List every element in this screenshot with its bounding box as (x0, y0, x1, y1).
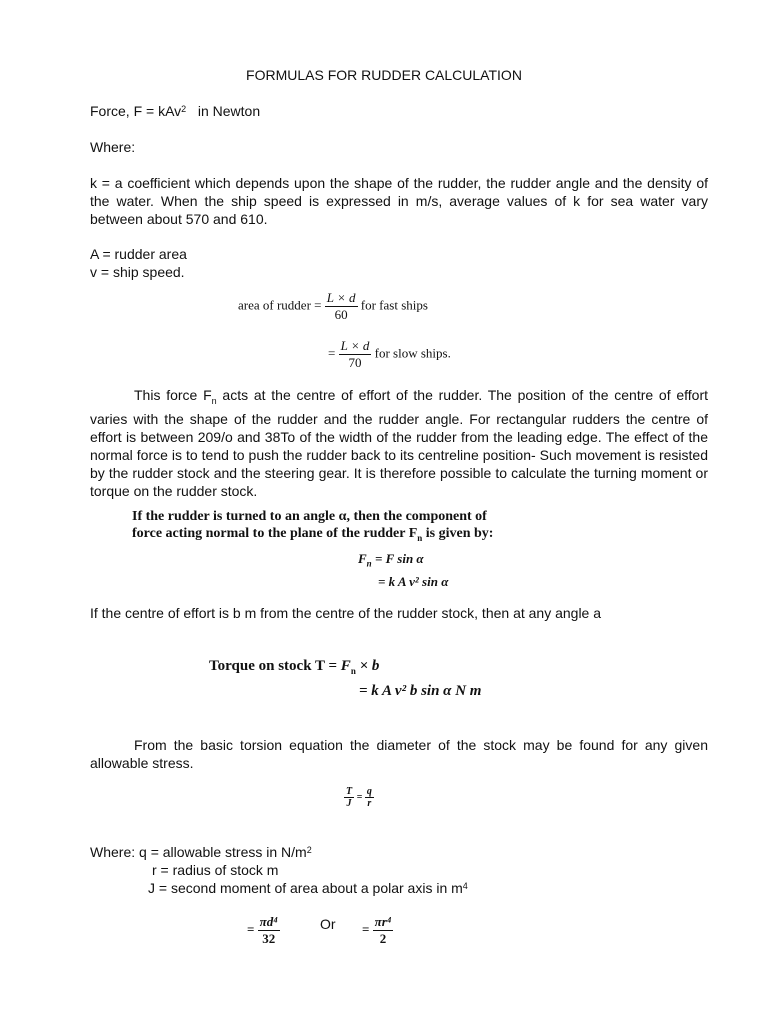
or-label: Or (320, 916, 336, 932)
k-definition: k = a coefficient which depends upon the shape of the rudder, the rudder angle and the density of the water. When the ship speed is expressed in m/s, average values of k for sea water vary between about 570 and 610. (90, 175, 708, 227)
polar-moment-formula: = $\frac{\text{πd⁴}}{32}$ (247, 914, 278, 946)
area-slow-fraction: $\frac{L \times d}{70}$ (340, 338, 370, 370)
r-definition: r = radius of stock m (152, 862, 279, 878)
force-paragraph: This force $F_n$ acts at the centre of effort of the rudder. The position of the centre of effort varies with the shape of the rudder and the rudder angle. For rectangular rudders the centre of effort is between 209/o and 38To of the width of the rudder from the leading edge. The effect of the normal force is to tend to push the rudder back to its centreline position- Such movement is resisted by the rudder stock and the steering gear. It is therefore possible to calculate the turning moment or torque on the rudder stock. (90, 387, 708, 499)
v-definition: v = ship speed. (90, 264, 185, 280)
q-definition: Where: q = allowable stress in $N/m^2$ (90, 844, 312, 860)
normal-force-equation: $F_n = F$ sin α = k A v² sin α (358, 551, 449, 589)
normal-component-text: If the rudder is turned to an angle α, then the component of force acting normal to the plane of the rudder $F_n$ is given by: (132, 509, 494, 543)
a-definition: A = rudder area (90, 246, 187, 262)
area-fast-formula: area of rudder = $\frac{L \times d}{60}$ for fast ships (238, 290, 428, 322)
page-title: FORMULAS FOR RUDDER CALCULATION (246, 67, 522, 83)
where-label: Where: (90, 139, 136, 155)
torsion-equation: $\frac{T}{J}$ = $\frac{q}{r}$ (346, 786, 372, 809)
torsion-paragraph: From the basic torsion equation the diameter of the stock may be found for any given allowable stress. (90, 737, 708, 771)
area-fast-fraction: $\frac{L \times d}{60}$ (326, 290, 356, 322)
area-slow-formula: = $\frac{L \times d}{70}$ for slow ships. (328, 338, 451, 370)
j-definition: J = second moment of area about a polar axis in $m^4$ (148, 880, 468, 896)
polar-moment-alt-formula: = $\frac{\text{πr⁴}}{2}$ (362, 914, 392, 946)
torque-formula: Torque on stock $T = F_n \times b$ = k A v² b sin α N m (209, 658, 482, 699)
centre-of-effort-text: If the centre of effort is b m from the centre of the rudder stock, then at any angle a (90, 605, 602, 621)
force-formula: Force, F = kAv$^2$ in Newton (90, 103, 261, 119)
